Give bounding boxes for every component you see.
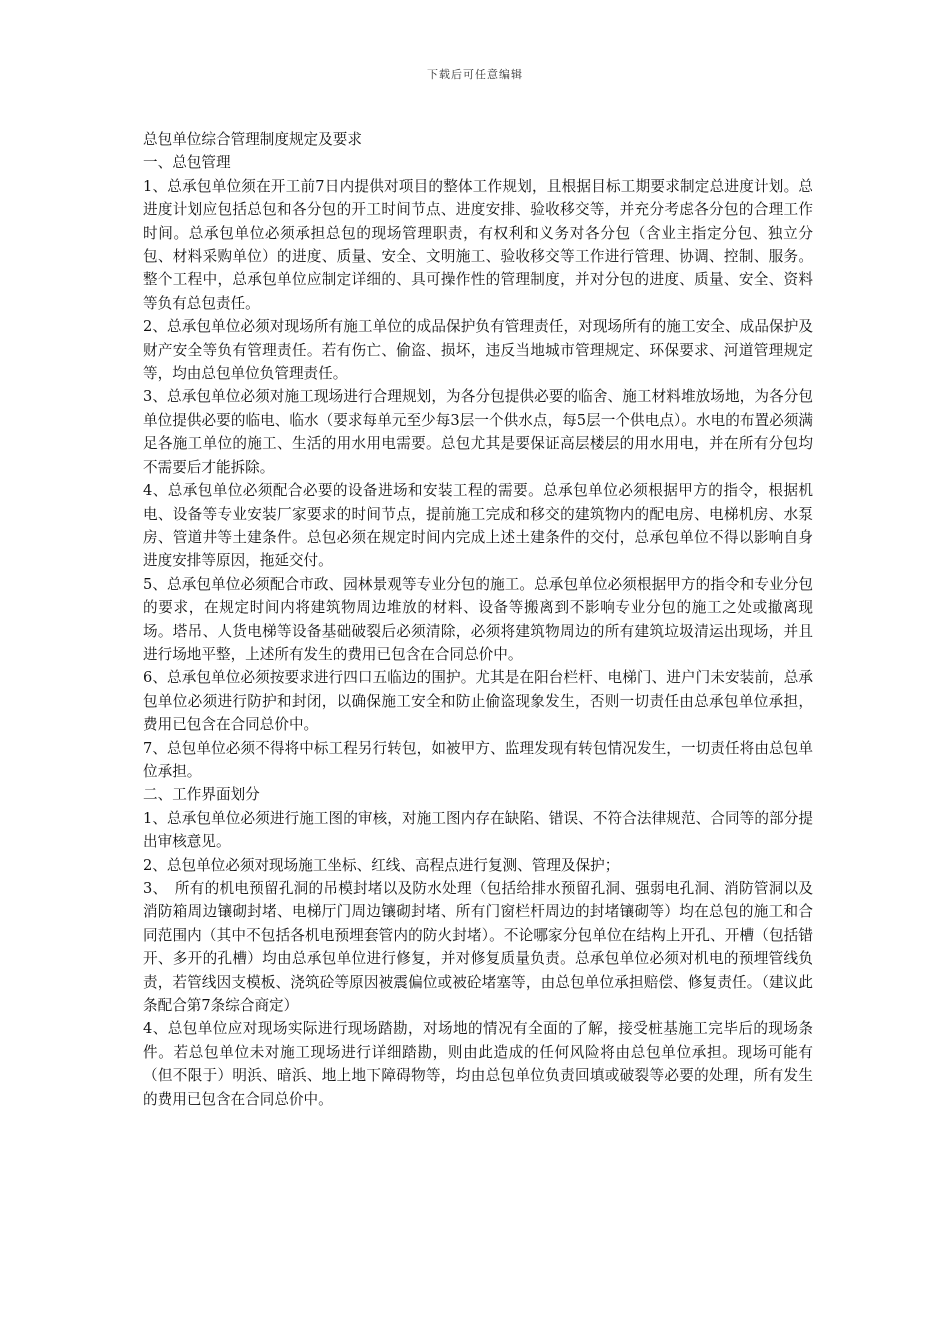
section-heading: 二、工作界面划分 xyxy=(143,786,260,804)
paragraph: 2、总承包单位必须对现场所有施工单位的成品保护负有管理责任，对现场所有的施工安全、成品保护及财产安全等负有管理责任。若有伤亡、偷盗、损坏，违反当地城市管理规定、环保要求、河道管理规定等，均由总包单位负管理责任。 xyxy=(143,318,813,383)
paragraph: 5、总承包单位必须配合市政、园林景观等专业分包的施工。总承包单位必须根据甲方的指令和专业分包的要求，在规定时间内将建筑物周边堆放的材料、设备等搬离到不影响专业分包的施工之处或撤离现场。塔吊、人货电梯等设备基础破裂后必须清除，必须将建筑物周边的所有建筑垃圾清运出现场，并且进行场地平整，上述所有发生的费用已包含在合同总价中。 xyxy=(143,575,813,663)
paragraph: 1、总承包单位必须进行施工图的审核，对施工图内存在缺陷、错误、不符合法律规范、合同等的部分提出审核意见。 xyxy=(143,809,813,851)
paragraph: 4、总承包单位必须配合必要的设备进场和安装工程的需要。总承包单位必须根据甲方的指令，根据机电、设备等专业安装厂家要求的时间节点，提前施工完成和移交的建筑物内的配电房、电梯机房、水泵房、管道井等土建条件。总包必须在规定时间内完成上述土建条件的交付，总承包单位不得以影响自身进度安排等原因，拖延交付。 xyxy=(143,482,813,570)
paragraph: 4、总包单位应对现场实际进行现场踏勘，对场地的情况有全面的了解，接受桩基施工完毕后的现场条件。若总包单位未对施工现场进行详细踏勘，则由此造成的任何风险将由总包单位承担。现场可能有（但不限于）明浜、暗浜、地上地下障碍物等，均由总包单位负责回填或破裂等必要的处理，所有发生的费用已包含在合同总价中。 xyxy=(143,1020,813,1108)
document-title: 总包单位综合管理制度规定及要求 xyxy=(143,131,362,148)
paragraph: 3、总承包单位必须对施工现场进行合理规划，为各分包提供必要的临舍、施工材料堆放场地，为各分包单位提供必要的临电、临水（要求每单元至少每3层一个供水点，每5层一个供电点）。水电的布置必须满足各施工单位的施工、生活的用水用电需要。总包尤其是要保证高层楼层的用水用电，并在所有分包均不需要后才能拆除。 xyxy=(143,388,813,476)
document-body xyxy=(143,128,813,1111)
section-heading: 一、总包管理 xyxy=(143,154,231,172)
paragraph: 2、总包单位必须对现场施工坐标、红线、高程点进行复测、管理及保护； xyxy=(143,856,620,874)
paragraph: 1、总承包单位须在开工前7日内提供对项目的整体工作规划，且根据目标工期要求制定总进度计划。总进度计划应包括总包和各分包的开工时间节点、进度安排、验收移交等，并充分考虑各分包的合理工作时间。总承包单位必须承担总包的现场管理职责，有权利和义务对各分包（含业主指定分包、独立分包、材料采购单位）的进度、质量、安全、文明施工、验收移交等工作进行管理、协调、控制、服务。整个工程中，总承包单位应制定详细的、具可操作性的管理制度，并对分包的进度、质量、安全、资料等负有总包责任。 xyxy=(143,177,813,312)
paragraph: 6、总承包单位必须按要求进行四口五临边的围护。尤其是在阳台栏杆、电梯门、进户门未安装前，总承包单位必须进行防护和封闭，以确保施工安全和防止偷盗现象发生，否则一切责任由总承包单位承担，费用已包含在合同总价中。 xyxy=(143,669,813,734)
page-header: 下载后可任意编辑 xyxy=(427,68,523,81)
paragraph: 3、 所有的机电预留孔洞的吊模封堵以及防水处理（包括给排水预留孔洞、强弱电孔洞、消防管洞以及消防箱周边镶砌封堵、电梯厅门周边镶砌封堵、所有门窗栏杆周边的封堵镶砌等）均在总包的施工和合同范围内（其中不包括各机电预埋套管内的防火封堵）。不论哪家分包单位在结构上开孔、开槽（包括错开、多开的孔槽）均由总承包单位进行修复，并对修复质量负责。总承包单位必须对机电的预埋管线负责，若管线因支模板、浇筑砼等原因被震偏位或被砼堵塞等，由总包单位承担赔偿、修复责任。（建议此条配合第7条综合商定） xyxy=(143,880,813,1015)
paragraph: 7、总包单位必须不得将中标工程另行转包，如被甲方、监理发现有转包情况发生，一切责任将由总包单位承担。 xyxy=(143,739,813,780)
